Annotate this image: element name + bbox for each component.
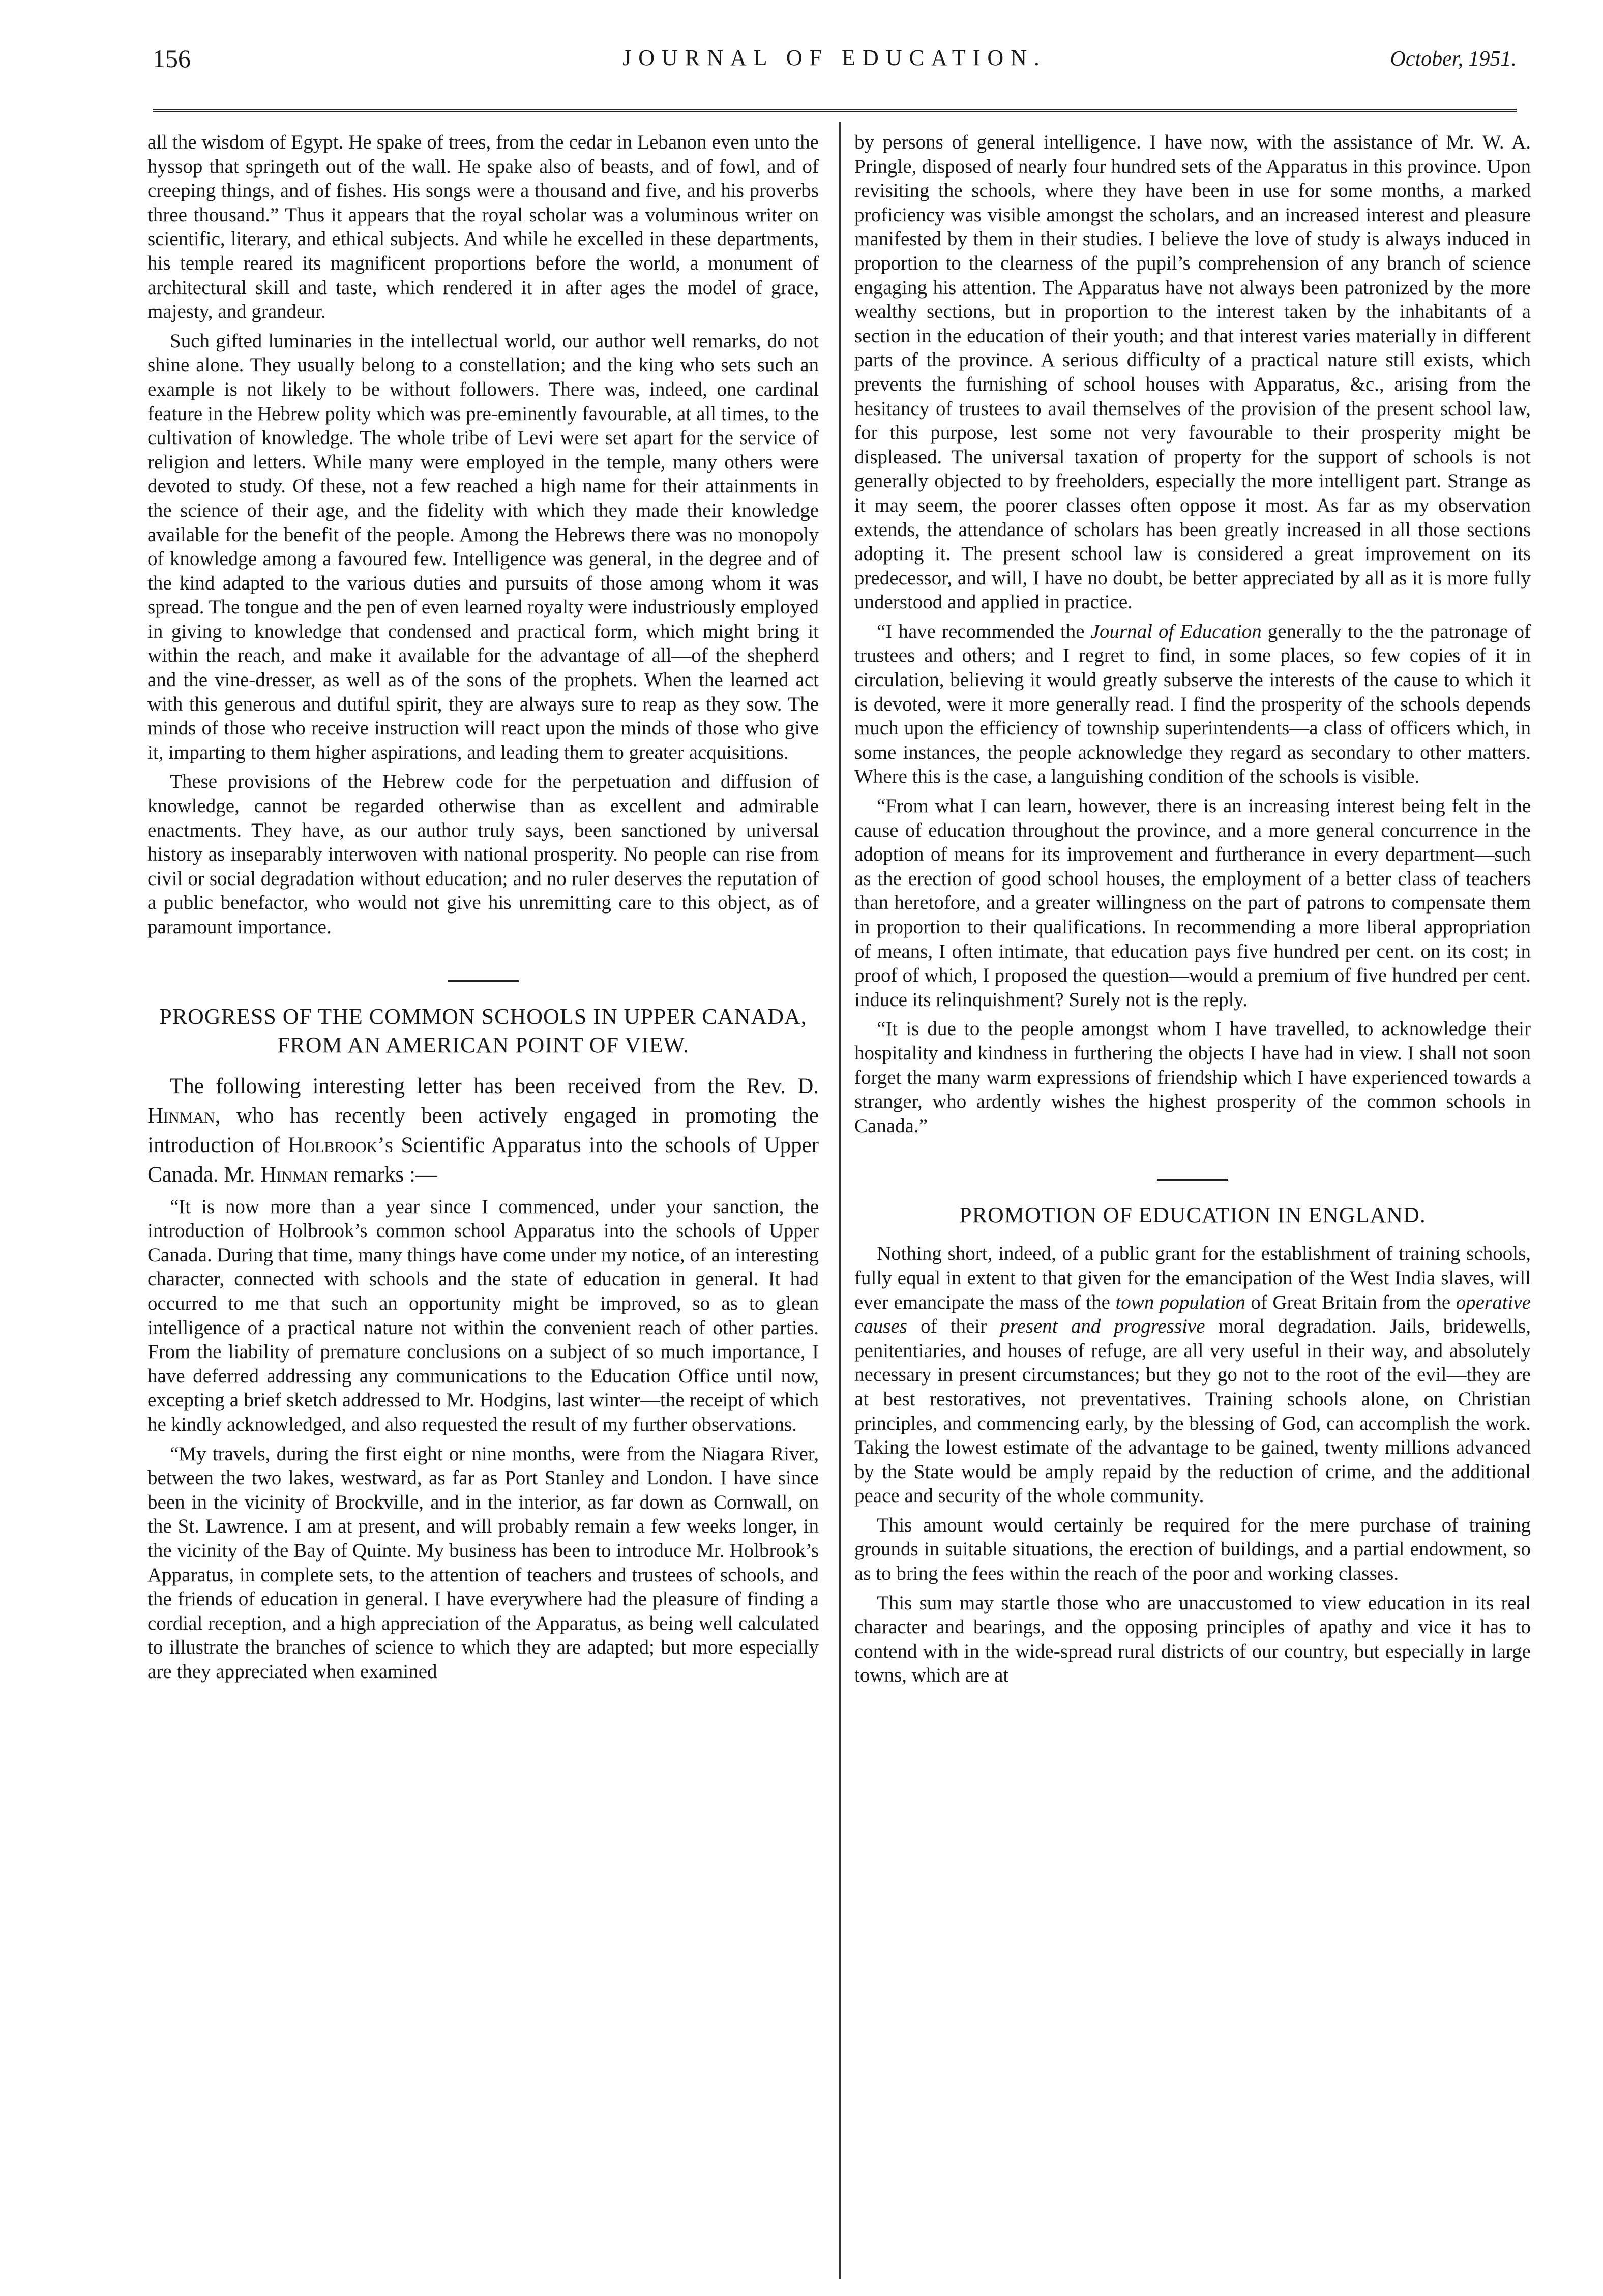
letter-intro bbox=[147, 1072, 819, 1190]
intro-paragraph: The following interesting letter has been received from the Rev. D. Hinman, who has recently been actively engaged in promoting the introduction of Holbrook’s Scientific Apparatus into the schools of Upper Canada. Mr. Hinman remarks :— bbox=[147, 1074, 819, 1187]
section-heading-progress: PROGRESS OF THE COMMON SCHOOLS IN UPPER CANADA, FROM AN AMERICAN POINT OF VIEW. bbox=[159, 1004, 807, 1057]
journal-title: JOURNAL OF EDUCATION. bbox=[622, 45, 1047, 70]
letter-paragraph: “From what I can learn, however, there is an increasing interest being felt in the cause of education throughout the province, and a more general concurrence in the adoption of means for its improvement and furtherance in every department—such as the erection of good school houses, the employment of a better class of teachers than heretofore, and a greater willingness on the part of patrons to compensate them in proportion to their qualifications. In recommending a more liberal appropriation of means, I often intimate, that education pays five hundred per cent. on its cost; in proof of which, I proposed the question—would a premium of five hundred per cent. induce its relinquishment? Surely not is the reply. bbox=[854, 795, 1531, 1011]
england-paragraph: This sum may startle those who are unaccustomed to view education in its real character and bearings, and the opposing principles of apathy and vice it has to contend with in the wide-spread rural districts of our country, but especially in large towns, which are at bbox=[854, 1592, 1531, 1687]
header-rule bbox=[153, 109, 1517, 112]
body-paragraph: These provisions of the Hebrew code for the perpetuation and diffusion of knowledge, cannot be regarded otherwise than as excellent and admirable enactments. They have, as our author truly says, been sanctioned by universal history as inseparably interwoven with national prosperity. No people can rise from civil or social degradation without education; and no ruler deserves the reputation of a public benefactor, who would not give his unremitting care to this object, as of paramount importance. bbox=[147, 771, 819, 938]
page-number: 156 bbox=[153, 44, 191, 73]
issue-date: October, 1951. bbox=[1390, 47, 1517, 71]
letter-paragraph-journal: “I have recommended the Journal of Education generally to the the patronage of trustees and others; and I regret to find, in some places, so few copies of it in circulation, believing it would greatly subserve the interests of the cause to which it is devoted, were it more generally read. I find the prosperity of the schools depends much upon the efficiency of township superintendents—a class of officers which, in some instances, the people acknowledge they regard as secondary to other matters. Where this is the case, a languishing condition of the schools is visible. bbox=[854, 620, 1531, 788]
page-header bbox=[153, 44, 1517, 84]
body-paragraph: all the wisdom of Egypt. He spake of trees, from the cedar in Lebanon even unto the hyssop that springeth out of the wall. He spake also of beasts, and of fowl, and of creeping things, and of fishes. His songs were a thousand and five, and his proverbs three thousand.” Thus it appears that the royal scholar was a voluminous writer on scientific, literary, and ethical subjects. And while he excelled in these departments, his temple reared its magnificent proportions before the world, a monument of architectural skill and taste, which rendered it in after ages the model of grace, majesty, and grandeur. bbox=[147, 131, 819, 323]
left-column bbox=[147, 130, 819, 1689]
section-rule bbox=[1157, 1179, 1228, 1181]
column-divider bbox=[839, 122, 841, 2279]
letter-paragraph: “It is due to the people amongst whom I have travelled, to acknowledge their hospitality and kindness in furthering the objects I have had in view. I shall not soon forget the many warm expressions of friendship which I have experienced towards a stranger, who ardently wishes the highest prosperity of the common schools in Canada.” bbox=[854, 1018, 1531, 1137]
section-rule bbox=[448, 980, 519, 982]
body-paragraph: Such gifted luminaries in the intellectual world, our author well remarks, do not shine alone. They usually belong to a constellation; and the king who sets such an example is not likely to be without followers. There was, indeed, one cardinal feature in the Hebrew polity which was pre-eminently favourable, at all times, to the cultivation of knowledge. The whole tribe of Levi were set apart for the service of religion and letters. While many were employed in the temple, many others were devoted to study. Of these, not a few reached a high name for their attainments in the science of their age, and the fidelity with which they made their knowledge available for the benefit of the people. Among the Hebrews there was no monopoly of knowledge among a favoured few. Intelligence was general, in the degree and of the kind adapted to the various duties and pursuits of those among whom it was spread. The tongue and the pen of even learned royalty were industriously employed in giving to knowledge that condensed and practical form, which might bring it within the reach, and make it available for the advantage of all—of the shepherd and the vine-dresser, as well as of the sons of the prophets. When the learned act with this generous and dutiful spirit, they are always sure to reap as they sow. The minds of those who receive instruction will react upon the minds of those who give it, imparting to them higher aspirations, and leading them to greater acquisitions. bbox=[147, 330, 819, 763]
letter-paragraph: “My travels, during the first eight or nine months, were from the Niagara River, between the two lakes, westward, as far as Port Stanley and London. I have since been in the vicinity of Brockville, and in the interior, as far down as Cornwall, on the St. Lawrence. I am at present, and will probably remain a few weeks longer, in the vicinity of the Bay of Quinte. My business has been to introduce Mr. Holbrook’s Apparatus, in complete sets, to the attention of teachers and trustees of schools, and the friends of education in general. I have everywhere had the pleasure of finding a cordial reception, and a high appreciation of the Apparatus, as being well calculated to illustrate the branches of science to which they are adapted; but more especially are they appreciated when examined bbox=[147, 1443, 819, 1683]
right-column bbox=[854, 130, 1531, 1693]
england-paragraph: Nothing short, indeed, of a public grant for the establishment of training schools, fully equal in extent to that given for the emancipation of the West India slaves, will ever emancipate the mass of the town population of Great Britain from the operative causes of their present and progressive moral degradation. Jails, bridewells, penitentiaries, and houses of refuge, are all very useful in their way, and absolutely necessary in present circumstances; but they go not to the root of the evil—they are at best restoratives, not preventatives. Training schools alone, on Christian principles, and commencing early, by the blessing of God, can accomplish the work. Taking the lowest estimate of the advantage to be gained, twenty millions advanced by the State would be amply repaid by the reduction of crime, and the additional peace and security of the whole community. bbox=[854, 1243, 1531, 1507]
letter-paragraph: by persons of general intelligence. I have now, with the assistance of Mr. W. A. Pringle, disposed of nearly four hundred sets of the Apparatus in this province. Upon revisiting the schools, where they have been in use for some months, a marked proficiency was visible amongst the scholars, and an increased interest and pleasure manifested by them in their studies. I believe the love of study is always induced in proportion to the clearness of the pupil’s comprehension of any branch of science engaging his attention. The Apparatus have not always been patronized by the more wealthy sections, but in proportion to the interest taken by the inhabitants of a section in the education of their youth; and that interest varies materially in different parts of the province. A serious difficulty of a practical nature still exists, which prevents the furnishing of school houses with Apparatus, &c., arising from the hesitancy of trustees to avail themselves of the provision of the present school law, for this purpose, lest some not very favourable to their prosperity might be displeased. The universal taxation of property for the support of schools is not generally objected to by freeholders, especially the more intelligent part. Strange as it may seem, the poorer classes often oppose it most. As far as my observation extends, the attendance of scholars has been greatly increased in all those sections adopting it. The present school law is considered a great improvement on its predecessor, and will, I have no doubt, be better appreciated by all as it is more fully understood and applied in practice. bbox=[854, 131, 1531, 613]
letter-paragraph: “It is now more than a year since I commenced, under your sanction, the introduction of Holbrook’s common school Apparatus into the schools of Upper Canada. During that time, many things have come under my notice, of an interesting character, connected with schools and the state of education in general. It had occurred to me that such an opportunity might be improved, so as to glean intelligence of a practical nature not within the convenient reach of other parties. From the liability of premature conclusions on a subject of so much importance, I have deferred addressing any communications to the Education Office until now, excepting a brief sketch addressed to Mr. Hodgins, last winter—the receipt of which he kindly acknowledged, and also requested the result of my further observations. bbox=[147, 1195, 819, 1435]
england-paragraph: This amount would certainly be required for the mere purchase of training grounds in suitable situations, the erection of buildings, and a partial endowment, so as to bring the fees within the reach of the poor and working classes. bbox=[854, 1514, 1531, 1585]
section-heading-england: PROMOTION OF EDUCATION IN ENGLAND. bbox=[959, 1202, 1426, 1228]
